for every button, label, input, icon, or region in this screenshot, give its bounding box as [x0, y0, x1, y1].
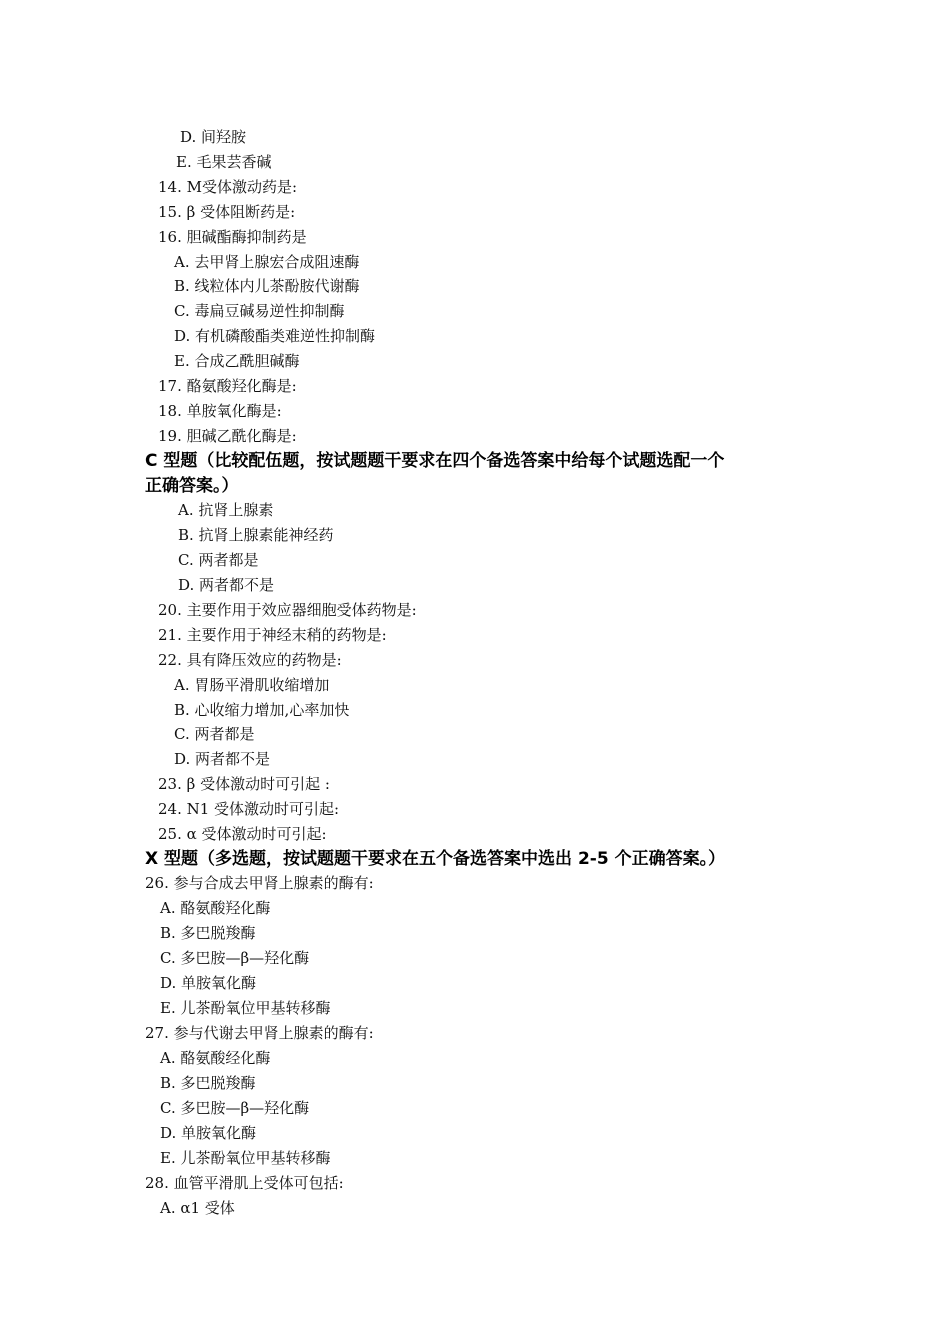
- question-line: 19. 胆碱乙酰化酶是:: [158, 427, 297, 445]
- option-line: D. 单胺氧化酶: [160, 974, 257, 992]
- option-line: D. 间羟胺: [180, 128, 247, 146]
- option-line: C. 多巴胺—β—羟化酶: [160, 949, 310, 967]
- option-line: D. 两者都不是: [178, 576, 275, 594]
- question-line: 21. 主要作用于神经末稍的药物是:: [158, 626, 387, 644]
- section-heading: X 型题（多选题，按试题题干要求在五个备选答案中选出 2-5 个正确答案。）: [145, 849, 726, 869]
- option-line: A. α1 受体: [160, 1199, 235, 1217]
- option-line: A. 胃肠平滑肌收缩增加: [174, 676, 330, 694]
- question-line: 23. β 受体激动时可引起 :: [158, 775, 330, 793]
- question-line: 15. β 受体阻断药是:: [158, 203, 296, 221]
- option-line: B. 抗肾上腺素能神经药: [178, 526, 334, 544]
- option-line: D. 有机磷酸酯类难逆性抑制酶: [174, 327, 376, 345]
- option-line: C. 多巴胺—β—羟化酶: [160, 1099, 310, 1117]
- option-line: B. 多巴脱羧酶: [160, 924, 256, 942]
- option-line: C. 毒扁豆碱易逆性抑制酶: [174, 302, 345, 320]
- option-line: B. 心收缩力增加,心率加快: [174, 701, 350, 719]
- option-line: C. 两者都是: [178, 551, 259, 569]
- option-line: D. 单胺氧化酶: [160, 1124, 257, 1142]
- question-line: 18. 单胺氧化酶是:: [158, 402, 282, 420]
- question-line: 28. 血管平滑肌上受体可包括:: [145, 1174, 344, 1192]
- option-line: E. 儿茶酚氧位甲基转移酶: [160, 999, 331, 1017]
- question-line: 22. 具有降压效应的药物是:: [158, 651, 342, 669]
- option-line: B. 多巴脱羧酶: [160, 1074, 256, 1092]
- option-line: B. 线粒体内儿茶酚胺代谢酶: [174, 277, 360, 295]
- option-line: A. 酪氨酸羟化酶: [160, 899, 271, 917]
- question-line: 26. 参与合成去甲肾上腺素的酶有:: [145, 874, 374, 892]
- question-line: 25. α 受体激动时可引起:: [158, 825, 327, 843]
- question-line: 27. 参与代谢去甲肾上腺素的酶有:: [145, 1024, 374, 1042]
- section-heading-continued: 正确答案。）: [145, 476, 239, 496]
- question-line: 20. 主要作用于效应器细胞受体药物是:: [158, 601, 417, 619]
- option-line: A. 酪氨酸经化酶: [160, 1049, 271, 1067]
- question-line: 24. N1 受体激动时可引起:: [158, 800, 340, 818]
- option-line: D. 两者都不是: [174, 750, 271, 768]
- question-line: 14. M受体激动药是:: [158, 178, 298, 196]
- option-line: A. 去甲肾上腺宏合成阻速酶: [174, 253, 360, 271]
- question-line: 17. 酪氨酸羟化酶是:: [158, 377, 297, 395]
- option-line: A. 抗肾上腺素: [178, 501, 274, 519]
- section-heading: C 型题（比较配伍题，按试题题干要求在四个备选答案中给每个试题选配一个: [145, 451, 725, 471]
- option-line: E. 合成乙酰胆碱酶: [174, 352, 300, 370]
- question-line: 16. 胆碱酯酶抑制药是: [158, 228, 307, 246]
- option-line: C. 两者都是: [174, 725, 255, 743]
- option-line: E. 儿茶酚氧位甲基转移酶: [160, 1149, 331, 1167]
- option-line: E. 毛果芸香碱: [176, 153, 272, 171]
